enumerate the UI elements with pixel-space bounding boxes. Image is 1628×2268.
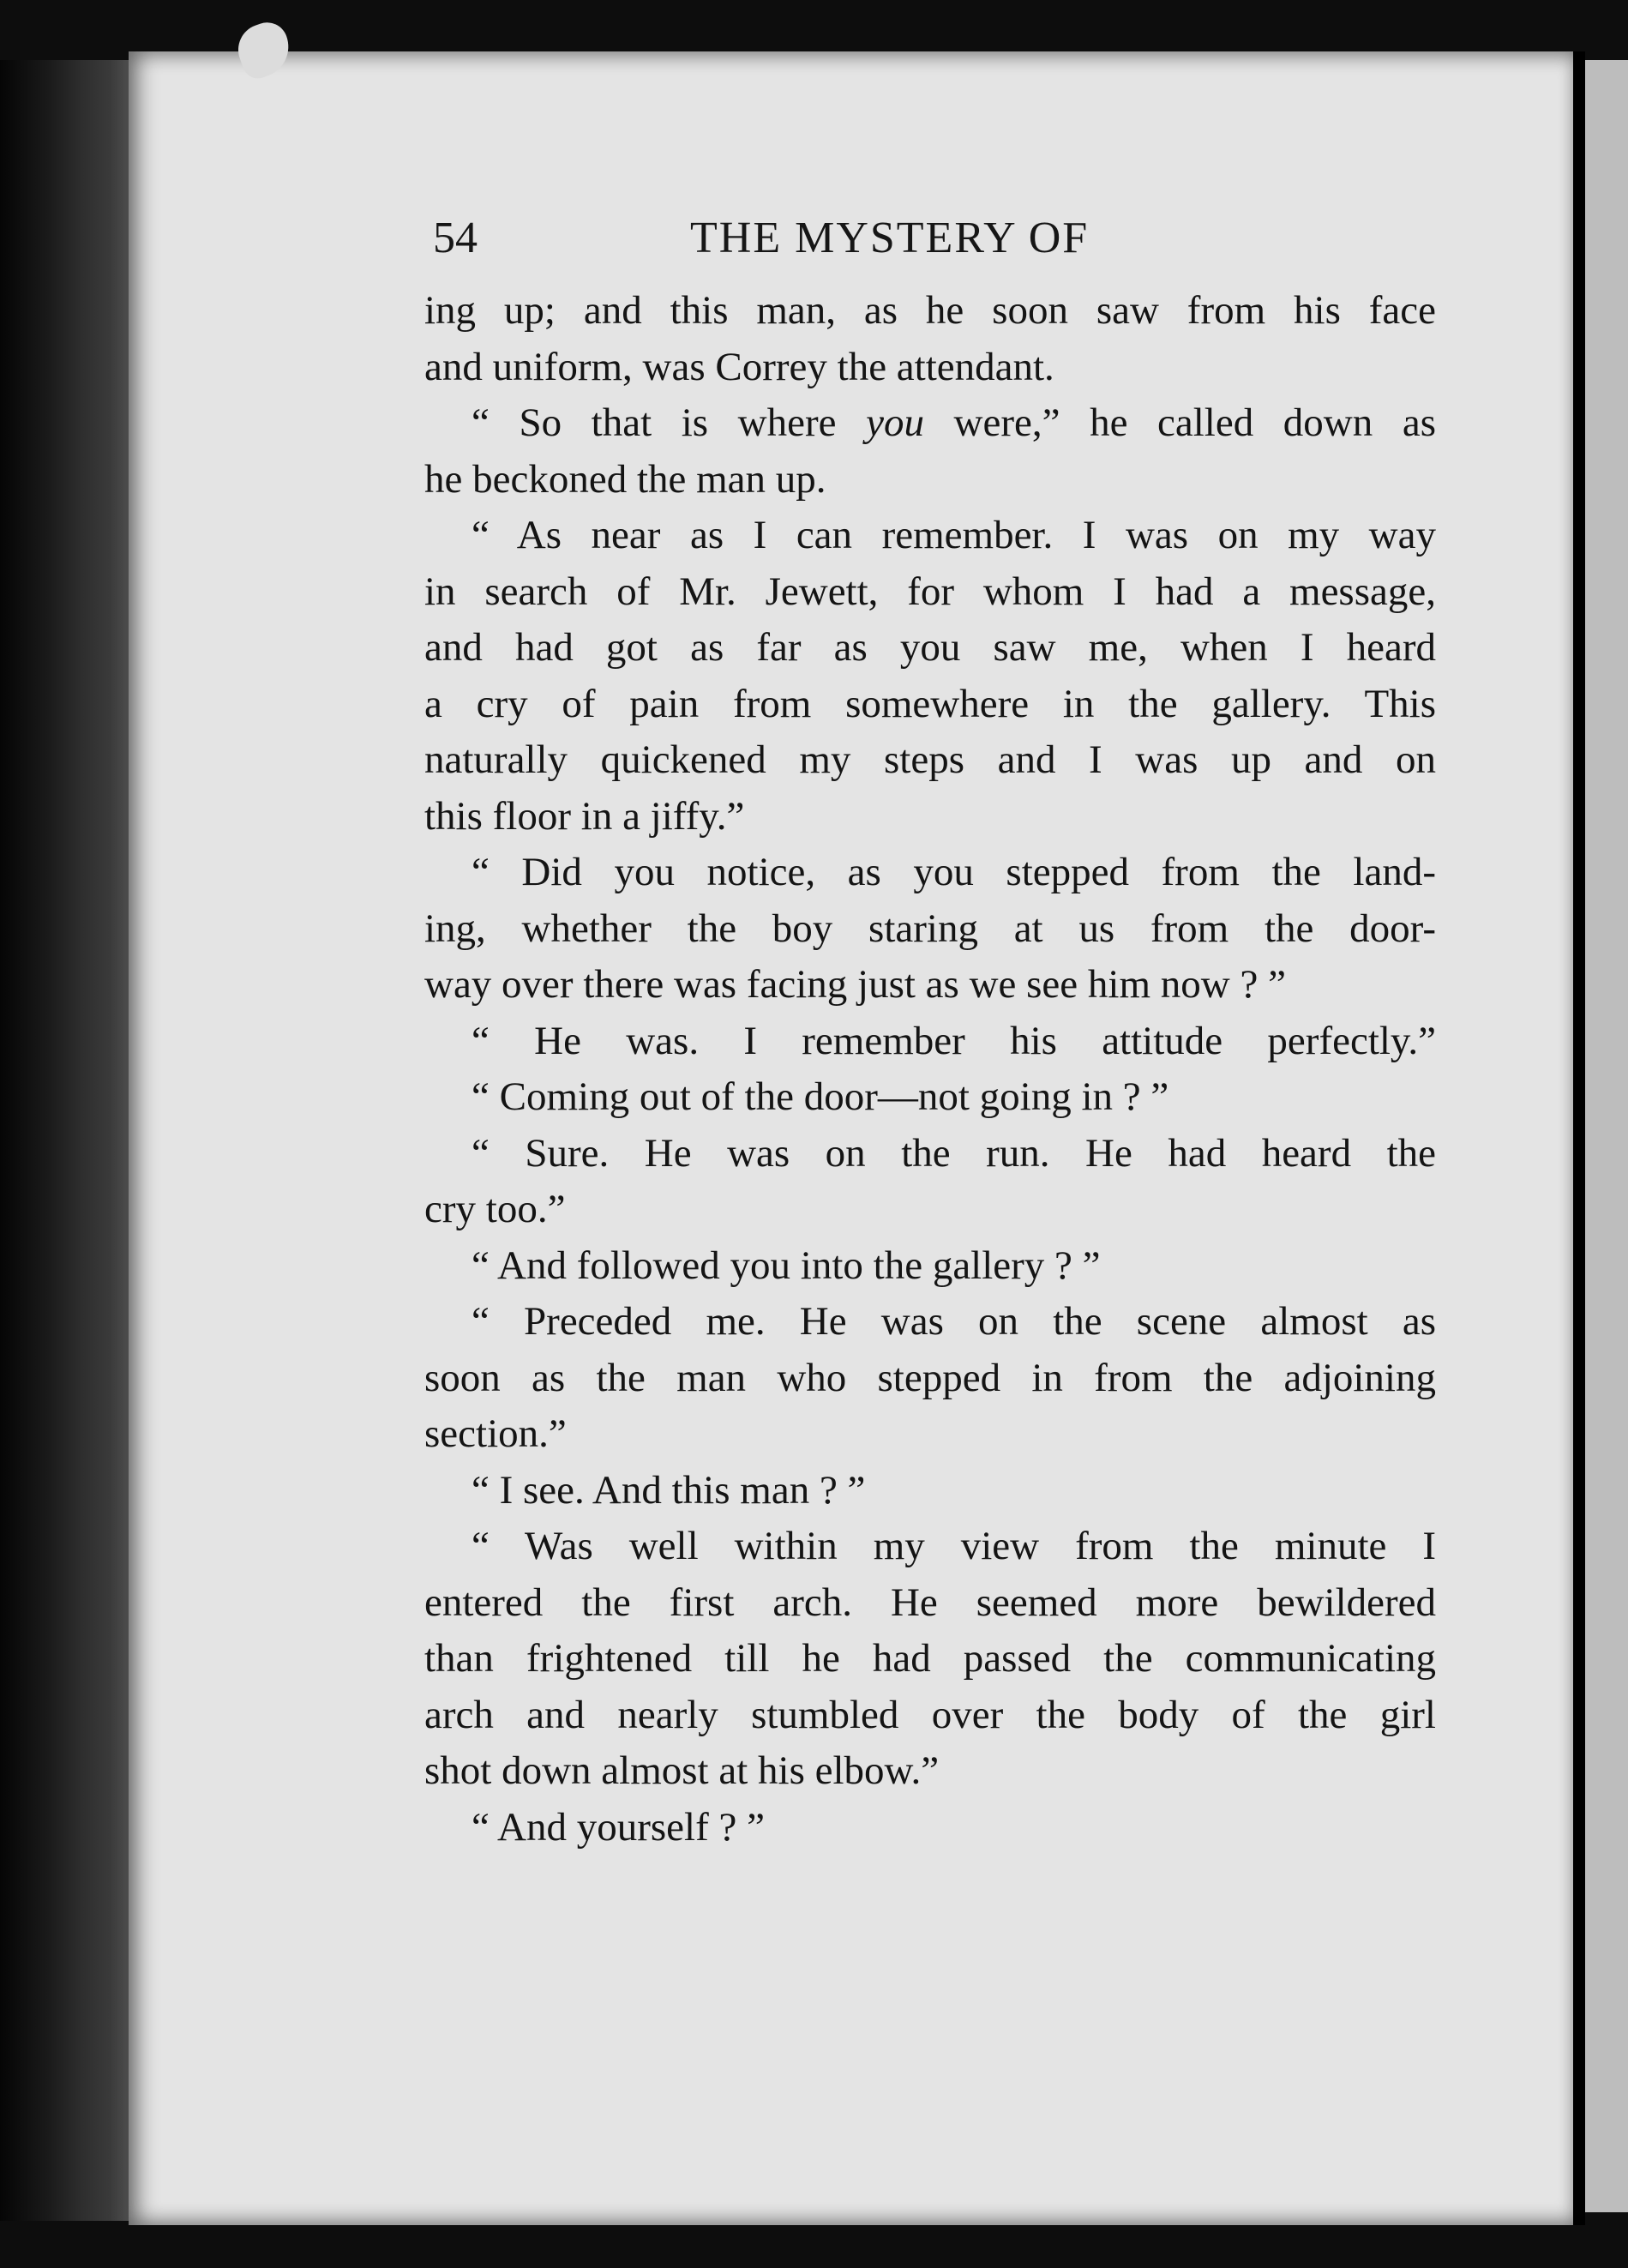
text-line: a cry of pain from somewhere in the gallery. This (424, 681, 1436, 726)
text-line: this floor in a jiffy.” (424, 793, 745, 839)
text-line: and had got as far as you saw me, when I heard (424, 625, 1436, 670)
adjacent-page-edge (1585, 60, 1628, 2212)
text-line: shot down almost at his elbow.” (424, 1748, 940, 1793)
book-binding-edge (0, 60, 137, 2221)
text-line: “ Sure. He was on the run. He had heard the (472, 1130, 1436, 1176)
text-line: way over there was facing just as we see him now ? ” (424, 962, 1286, 1007)
text-line: in search of Mr. Jewett, for whom I had a message, (424, 569, 1436, 614)
text-line: he beckoned the man up. (424, 456, 826, 502)
text-line: “ I see. And this man ? ” (472, 1467, 866, 1513)
text-line: entered the first arch. He seemed more bewildered (424, 1579, 1436, 1625)
page-number: 54 (433, 214, 478, 262)
text-line: naturally quickened my steps and I was up and on (424, 737, 1436, 782)
text-line: “ Did you notice, as you stepped from the land- (472, 850, 1436, 894)
text-line: “ And followed you into the gallery ? ” (472, 1242, 1101, 1288)
running-title: THE MYSTERY OF (690, 214, 1090, 262)
running-head (433, 204, 1445, 273)
text-line: “ He was. I remember his attitude perfectly.” (472, 1018, 1436, 1063)
text-line: “ As near as I can remember. I was on my way (472, 513, 1436, 557)
text-line: ing up; and this man, as he soon saw from his face (424, 288, 1436, 333)
text-line: “ Was well within my view from the minute I (472, 1524, 1436, 1568)
body-text (424, 283, 1436, 1856)
text-line: soon as the man who stepped in from the adjoining (424, 1355, 1436, 1400)
text-line: “ Coming out of the door—not going in ? ” (472, 1074, 1169, 1119)
text-line: ing, whether the boy staring at us from the door- (424, 905, 1436, 951)
text-line: “ So that is where you were,” he called down as (472, 400, 1436, 445)
text-line: “ Preceded me. He was on the scene almost as (472, 1299, 1436, 1344)
text-line: and uniform, was Correy the attendant. (424, 344, 1054, 389)
text-line: than frightened till he had passed the communicating (424, 1636, 1436, 1681)
page-gutter (1573, 51, 1585, 2225)
text-line: “ And yourself ? ” (472, 1804, 765, 1850)
text-line: cry too.” (424, 1187, 566, 1231)
emphasis-word: you (866, 400, 924, 445)
text-line: section.” (424, 1411, 567, 1456)
text-line: arch and nearly stumbled over the body of the girl (424, 1692, 1436, 1737)
